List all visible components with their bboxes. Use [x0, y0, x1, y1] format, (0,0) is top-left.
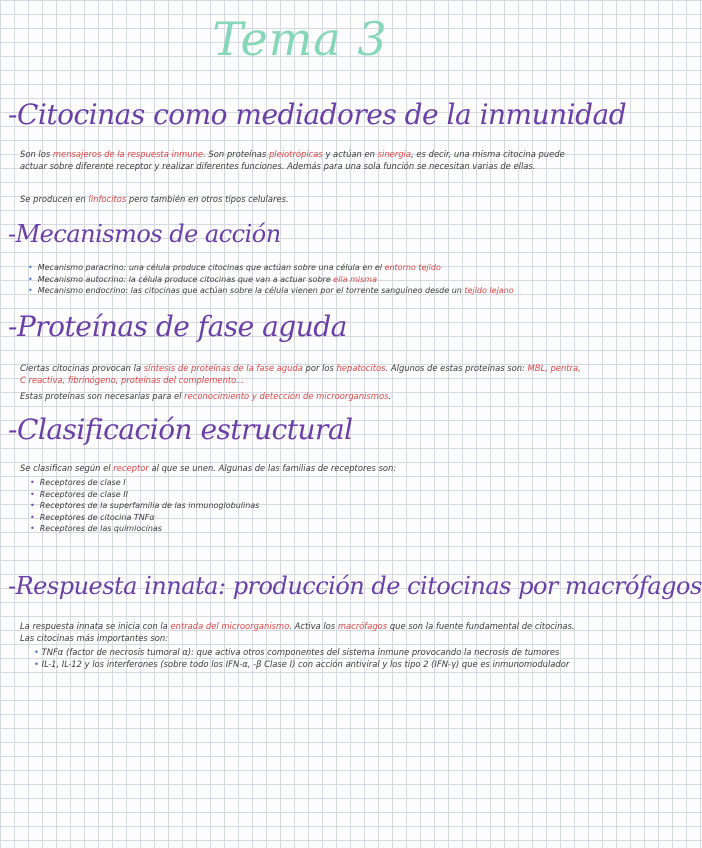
paragraph-respuesta-innata: La respuesta innata se inicia con la entrada del microorganismo. Activa los macrófagos que son la fuente fundamental de citocinas. Las citocinas más importantes son: — [20, 621, 575, 643]
receptores-list — [30, 477, 259, 535]
list-item: • Mecanismo autocrino: la célula produce citocinas que van a actuar sobre ella misma — [28, 274, 377, 284]
section-heading-proteinas: -Proteínas de fase aguda — [8, 310, 347, 343]
section-heading-citocinas: -Citocinas como mediadores de la inmunidad — [8, 98, 627, 131]
citocinas-list — [34, 646, 584, 670]
list-item: • Receptores de clase II — [30, 489, 128, 499]
section-heading-respuesta-innata: -Respuesta innata: producción de citocinas por macrófagos — [8, 572, 702, 600]
list-item: • Receptores de la superfamilia de las inmunoglobulinas — [30, 501, 260, 510]
list-item: • Receptores de clase I — [30, 478, 126, 487]
paragraph-citocinas-1: Son los mensajeros de la respuesta inmune. Son proteínas pleiotrópicas y actúan en sinergia, es decir, una misma citocina puede actuar sobre diferente receptor y realizar diferentes funciones. Además para una sola función se necesitan varias de ellas. — [20, 149, 565, 171]
list-item: • Mecanismo endocrino: las citocinas que actúan sobre la célula vienen por el torrente sanguíneo desde un tejido lejano — [28, 286, 514, 295]
section-heading-mecanismos: -Mecanismos de acción — [8, 220, 281, 248]
list-item: • Receptores de las quimiocinas — [30, 524, 162, 533]
section-heading-clasificacion: -Clasificación estructural — [8, 413, 353, 446]
list-item: • TNFα (factor de necrosis tumoral α): que activa otros componentes del sistema inmune provocando la necrosis de tumores — [34, 647, 560, 657]
paragraph-proteinas-1: Ciertas citocinas provocan la síntesis de proteínas de la fase aguda por los hepatocitos. Algunos de estas proteínas son: MBL, pentra, C reactiva, fibrinógeno, proteínas del complemento... — [20, 363, 581, 385]
list-item: • Receptores de citocina TNFα — [30, 512, 155, 522]
list-item: • Mecanismo paracrino: una célula produce citocinas que actúan sobre una célula en el entorno tejido — [28, 263, 441, 272]
paragraph-proteinas-2: Estas proteínas son necesarias para el reconocimiento y detección de microorganismos. — [20, 391, 392, 401]
page-title: Tema 3 — [212, 12, 388, 66]
mecanismos-list — [28, 262, 514, 297]
paragraph-clasificacion: Se clasifican según el receptor al que se unen. Algunas de las familias de receptores son: — [20, 463, 397, 473]
paragraph-citocinas-2: Se producen en linfocitos pero también en otros tipos celulares. — [20, 194, 289, 204]
list-item: • IL-1, IL-12 y los interferones (sobre todo los IFN-α, -β Clase I) con acción antiviral y los tipo 2 (IFN-γ) que es inmunomodulador — [34, 659, 570, 669]
